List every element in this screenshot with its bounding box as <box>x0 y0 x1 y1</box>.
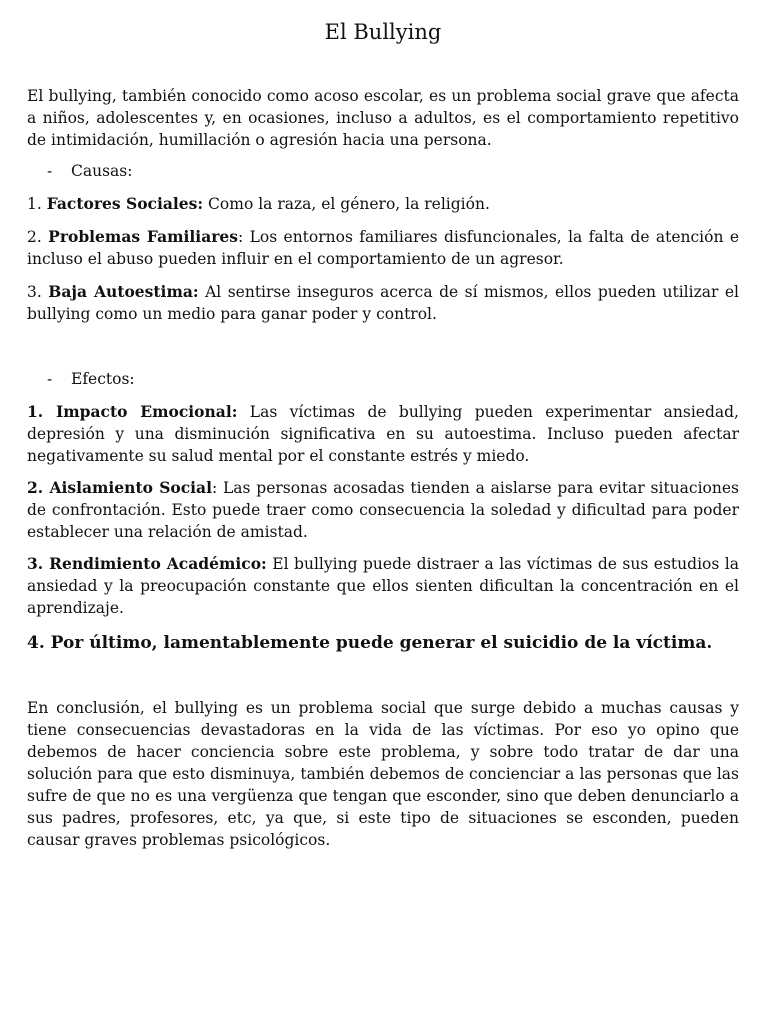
effect-item-3 <box>27 553 739 619</box>
cause-text: : Los entornos familiares disfuncionales, la falta de atención e incluso el abuso pueden influir en el comportamiento de un agresor. <box>27 228 739 268</box>
cause-item-2 <box>27 226 739 270</box>
intro-paragraph: El bullying, también conocido como acoso escolar, es un problema social grave que afecta a niños, adolescentes y, en ocasiones, incluso a adultos, es el comportamiento repetitivo de intimidación, humillación o agresión hacia una persona. <box>27 87 739 149</box>
dash-bullet: - <box>47 370 53 388</box>
dash-bullet: - <box>47 162 53 180</box>
cause-number: 2. <box>27 228 42 246</box>
cause-text: Al sentirse inseguros acerca de sí mismos, ellos pueden utilizar el bullying como un medio para ganar poder y control. <box>27 283 739 323</box>
cause-title: Factores Sociales: <box>46 194 204 213</box>
cause-title: Baja Autoestima: <box>48 282 199 301</box>
causes-heading-label: Causas: <box>71 162 133 180</box>
effect-text: Las víctimas de bullying pueden experimentar ansiedad, depresión y una disminución significativa en su autoestima. Incluso pueden afectar negativamente su salud mental por el constante estrés y miedo. <box>27 403 739 465</box>
effects-heading <box>47 368 135 390</box>
effect-item-4: 4. Por último, lamentablemente puede generar el suicidio de la víctima. <box>27 633 713 653</box>
cause-item-1 <box>27 193 739 215</box>
effect-title: 1. Impacto Emocional: <box>27 402 238 421</box>
effect-item-1 <box>27 401 739 467</box>
cause-number: 1. <box>27 195 42 213</box>
cause-number: 3. <box>27 283 42 301</box>
effect-title: 3. Rendimiento Académico: <box>27 554 267 573</box>
effect-title: 2. Aislamiento Social <box>27 478 212 497</box>
cause-item-3 <box>27 281 739 325</box>
cause-title: Problemas Familiares <box>48 227 238 246</box>
effects-heading-label: Efectos: <box>71 370 135 388</box>
causes-heading <box>47 160 132 182</box>
document-title: El Bullying <box>324 20 442 44</box>
cause-text: Como la raza, el género, la religión. <box>203 195 490 213</box>
effect-text: El bullying puede distraer a las víctimas de sus estudios la ansiedad y la preocupación constante que ellos sienten dificultan la concentración en el aprendizaje. <box>27 555 740 617</box>
conclusion-paragraph: En conclusión, el bullying es un problema social que surge debido a muchas causas y tiene consecuencias devastadoras en la vida de las víctimas. Por eso yo opino que debemos de hacer conciencia sobre este problema, y sobre todo tratar de dar una solución para que esto disminuya, también debemos de concienciar a las personas que las sufre de que no es una vergüenza que tengan que esconder, sino que deben denunciarlo a sus padres, profesores, etc, ya que, si este tipo de situaciones se esconden, pueden causar graves problemas psicológicos. <box>27 699 739 849</box>
effect-text: : Las personas acosadas tienden a aislarse para evitar situaciones de confrontación. Esto puede traer como consecuencia la soledad y dificultad para poder establecer una relación de amistad. <box>27 479 739 541</box>
effect-item-2 <box>27 477 739 543</box>
